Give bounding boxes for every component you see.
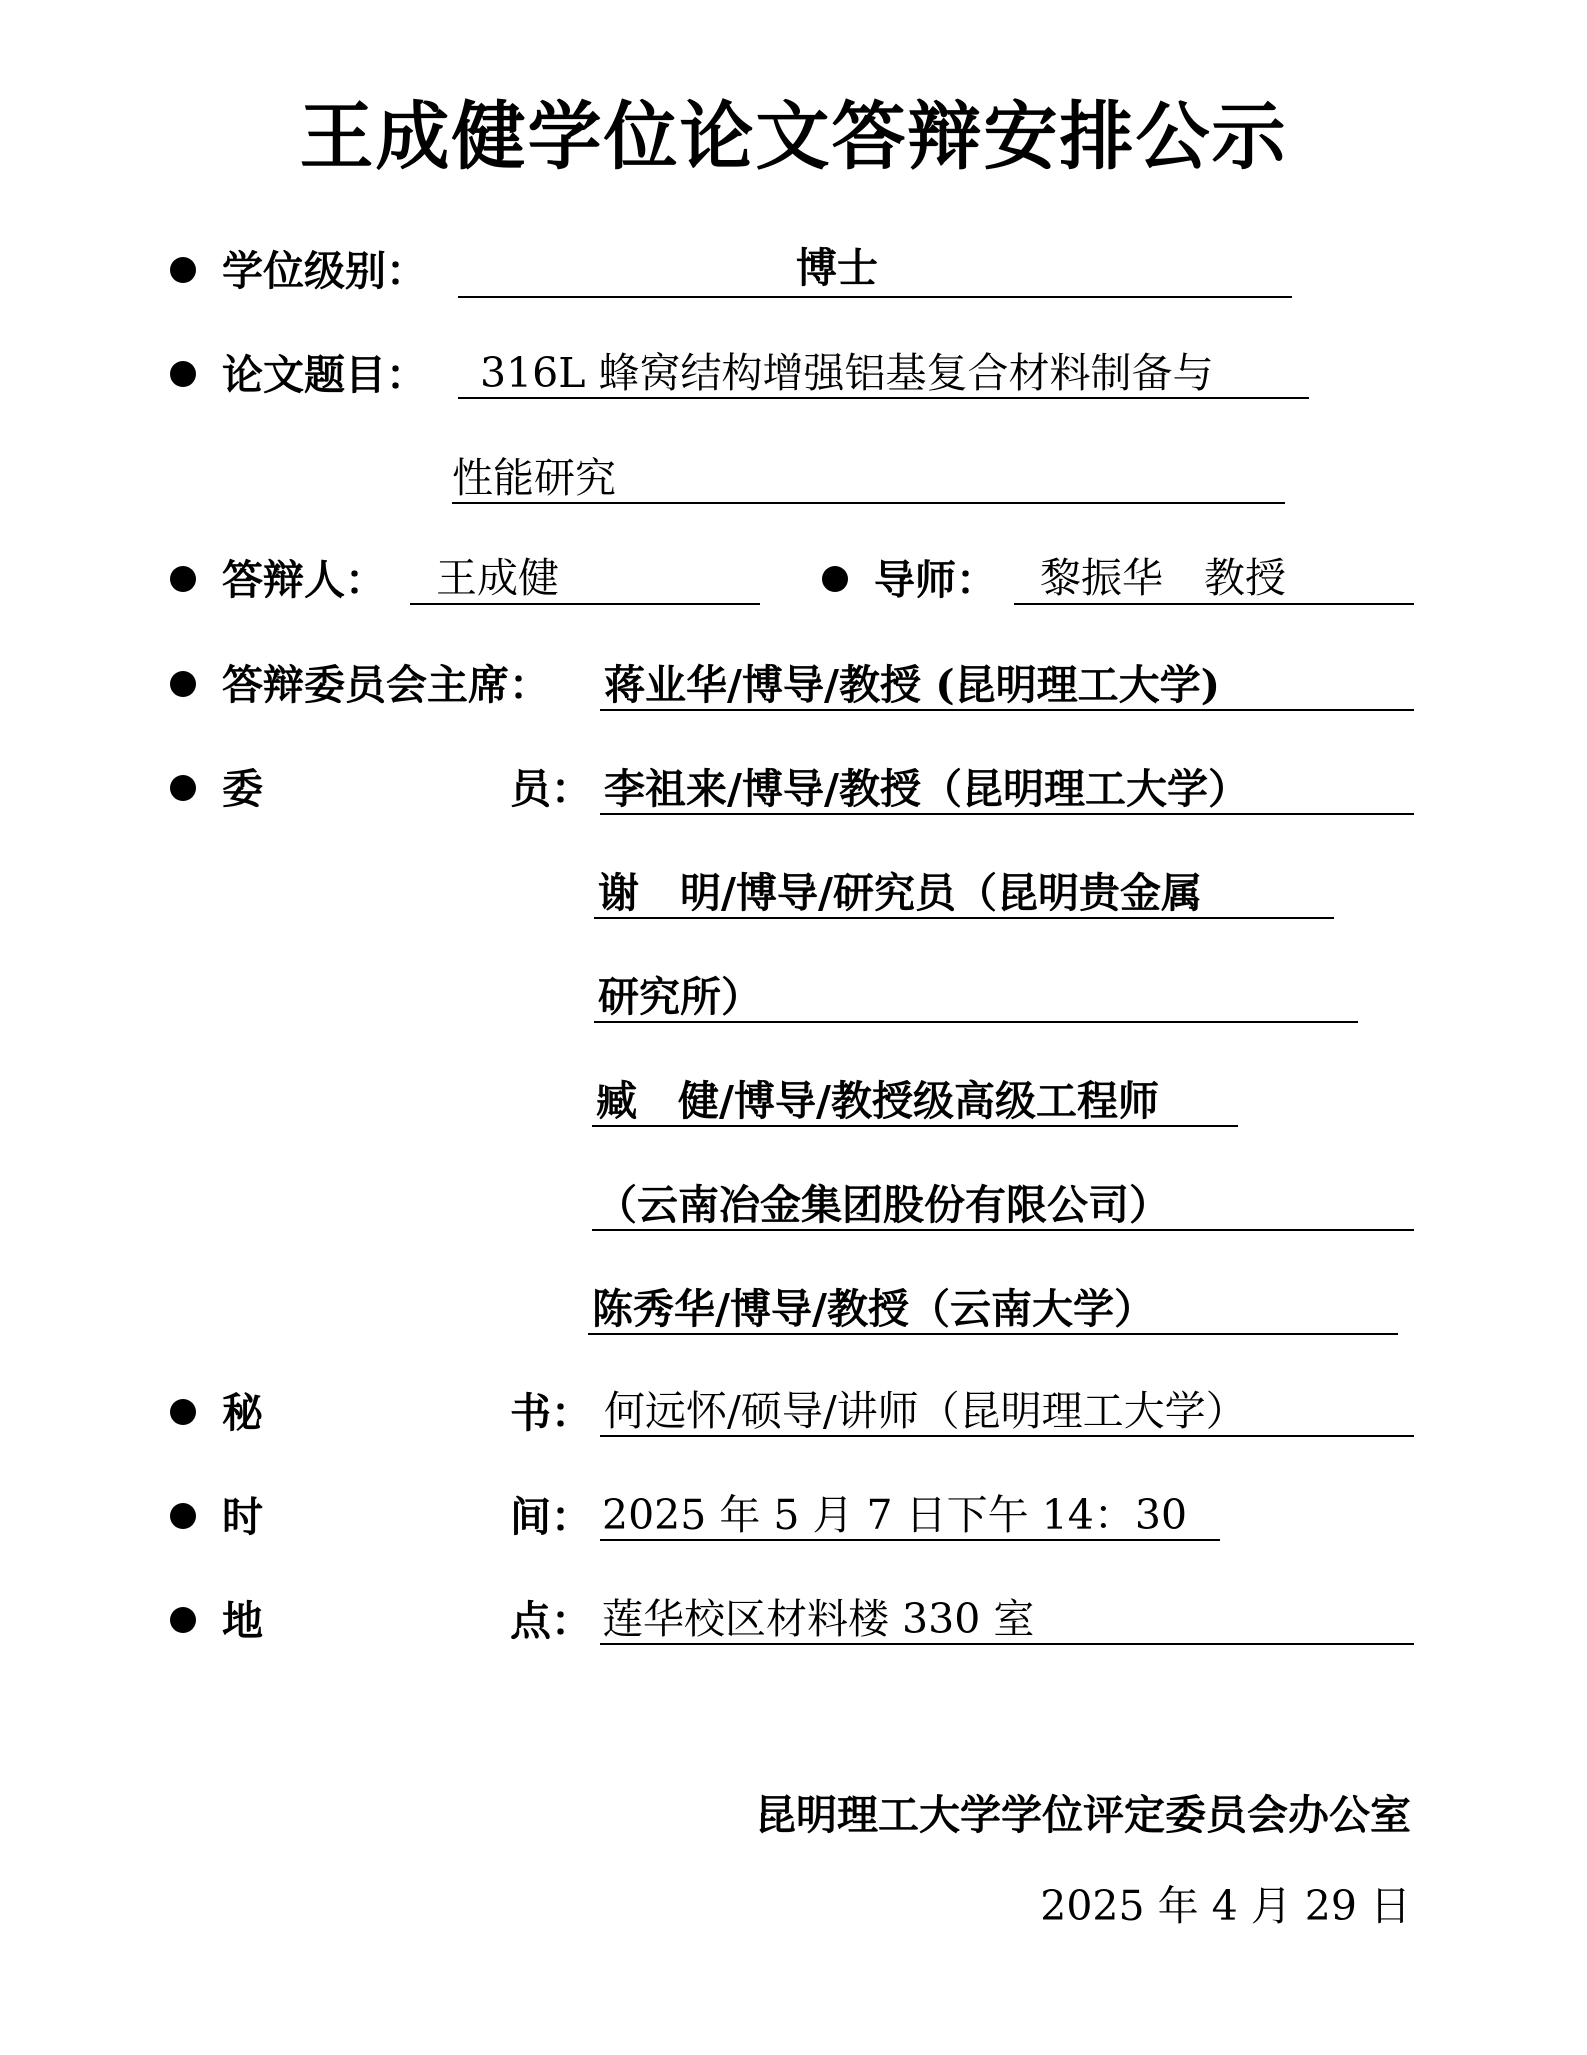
bullet-icon — [170, 775, 196, 801]
degree-label: 学位级别： — [222, 247, 427, 295]
secretary-value: 何远怀/硕导/讲师（昆明理工大学） — [604, 1387, 1247, 1435]
place-label-left: 地 — [222, 1597, 263, 1645]
members-label-left: 委 — [222, 765, 263, 813]
thesis-underline-2 — [452, 502, 1285, 504]
secretary-underline — [600, 1435, 1414, 1437]
member-underline-2 — [594, 917, 1334, 919]
secretary-label-right: 书： — [510, 1389, 592, 1437]
member-line-2: 谢 明/博导/研究员（昆明贵金属 — [598, 869, 1202, 917]
place-underline — [600, 1643, 1414, 1645]
bullet-icon — [170, 671, 196, 697]
bullet-icon — [170, 1503, 196, 1529]
members-label-right: 员： — [510, 765, 592, 813]
member-line-3: 研究所） — [598, 973, 762, 1021]
bullet-icon — [170, 1399, 196, 1425]
thesis-label: 论文题目： — [222, 351, 427, 399]
time-label-left: 时 — [222, 1493, 263, 1541]
thesis-underline-1 — [458, 397, 1309, 399]
bullet-icon — [170, 257, 196, 283]
secretary-label-left: 秘 — [222, 1389, 263, 1437]
candidate-value: 王成健 — [436, 554, 559, 602]
chair-label: 答辩委员会主席： — [222, 661, 550, 709]
degree-underline — [458, 296, 1292, 298]
advisor-label: 导师： — [874, 556, 997, 604]
chair-value: 蒋业华/博导/教授 (昆明理工大学) — [604, 661, 1221, 709]
place-value: 莲华校区材料楼 330 室 — [602, 1595, 1035, 1643]
member-underline-3 — [594, 1021, 1358, 1023]
issuing-office: 昆明理工大学学位评定委员会办公室 — [755, 1791, 1411, 1839]
advisor-underline — [1014, 603, 1414, 605]
time-value: 2025 年 5 月 7 日下午 14：30 — [602, 1491, 1188, 1539]
member-underline-1 — [600, 813, 1414, 815]
member-underline-6 — [588, 1333, 1398, 1335]
advisor-value: 黎振华 教授 — [1040, 554, 1286, 602]
member-line-6: 陈秀华/博导/教授（云南大学） — [592, 1285, 1155, 1333]
member-line-4: 臧 健/博导/教授级高级工程师 — [596, 1077, 1159, 1125]
bullet-icon — [822, 566, 848, 592]
bullet-icon — [170, 361, 196, 387]
chair-underline — [600, 709, 1414, 711]
place-label-right: 点： — [510, 1597, 592, 1645]
degree-value: 博士 — [796, 244, 878, 292]
member-line-1: 李祖来/博导/教授（昆明理工大学） — [604, 765, 1249, 813]
page-title: 王成健学位论文答辩安排公示 — [299, 94, 1288, 180]
member-line-5: （云南冶金集团股份有限公司） — [596, 1181, 1170, 1229]
time-label-right: 间： — [510, 1493, 592, 1541]
time-underline — [600, 1539, 1220, 1541]
candidate-label: 答辩人： — [222, 556, 386, 604]
bullet-icon — [170, 566, 196, 592]
thesis-title-line1: 316L 蜂窝结构增强铝基复合材料制备与 — [480, 349, 1214, 397]
bullet-icon — [170, 1607, 196, 1633]
member-underline-5 — [592, 1229, 1414, 1231]
candidate-underline — [410, 603, 760, 605]
issue-date: 2025 年 4 月 29 日 — [1040, 1882, 1411, 1930]
thesis-title-line2: 性能研究 — [452, 454, 616, 502]
member-underline-4 — [592, 1125, 1238, 1127]
